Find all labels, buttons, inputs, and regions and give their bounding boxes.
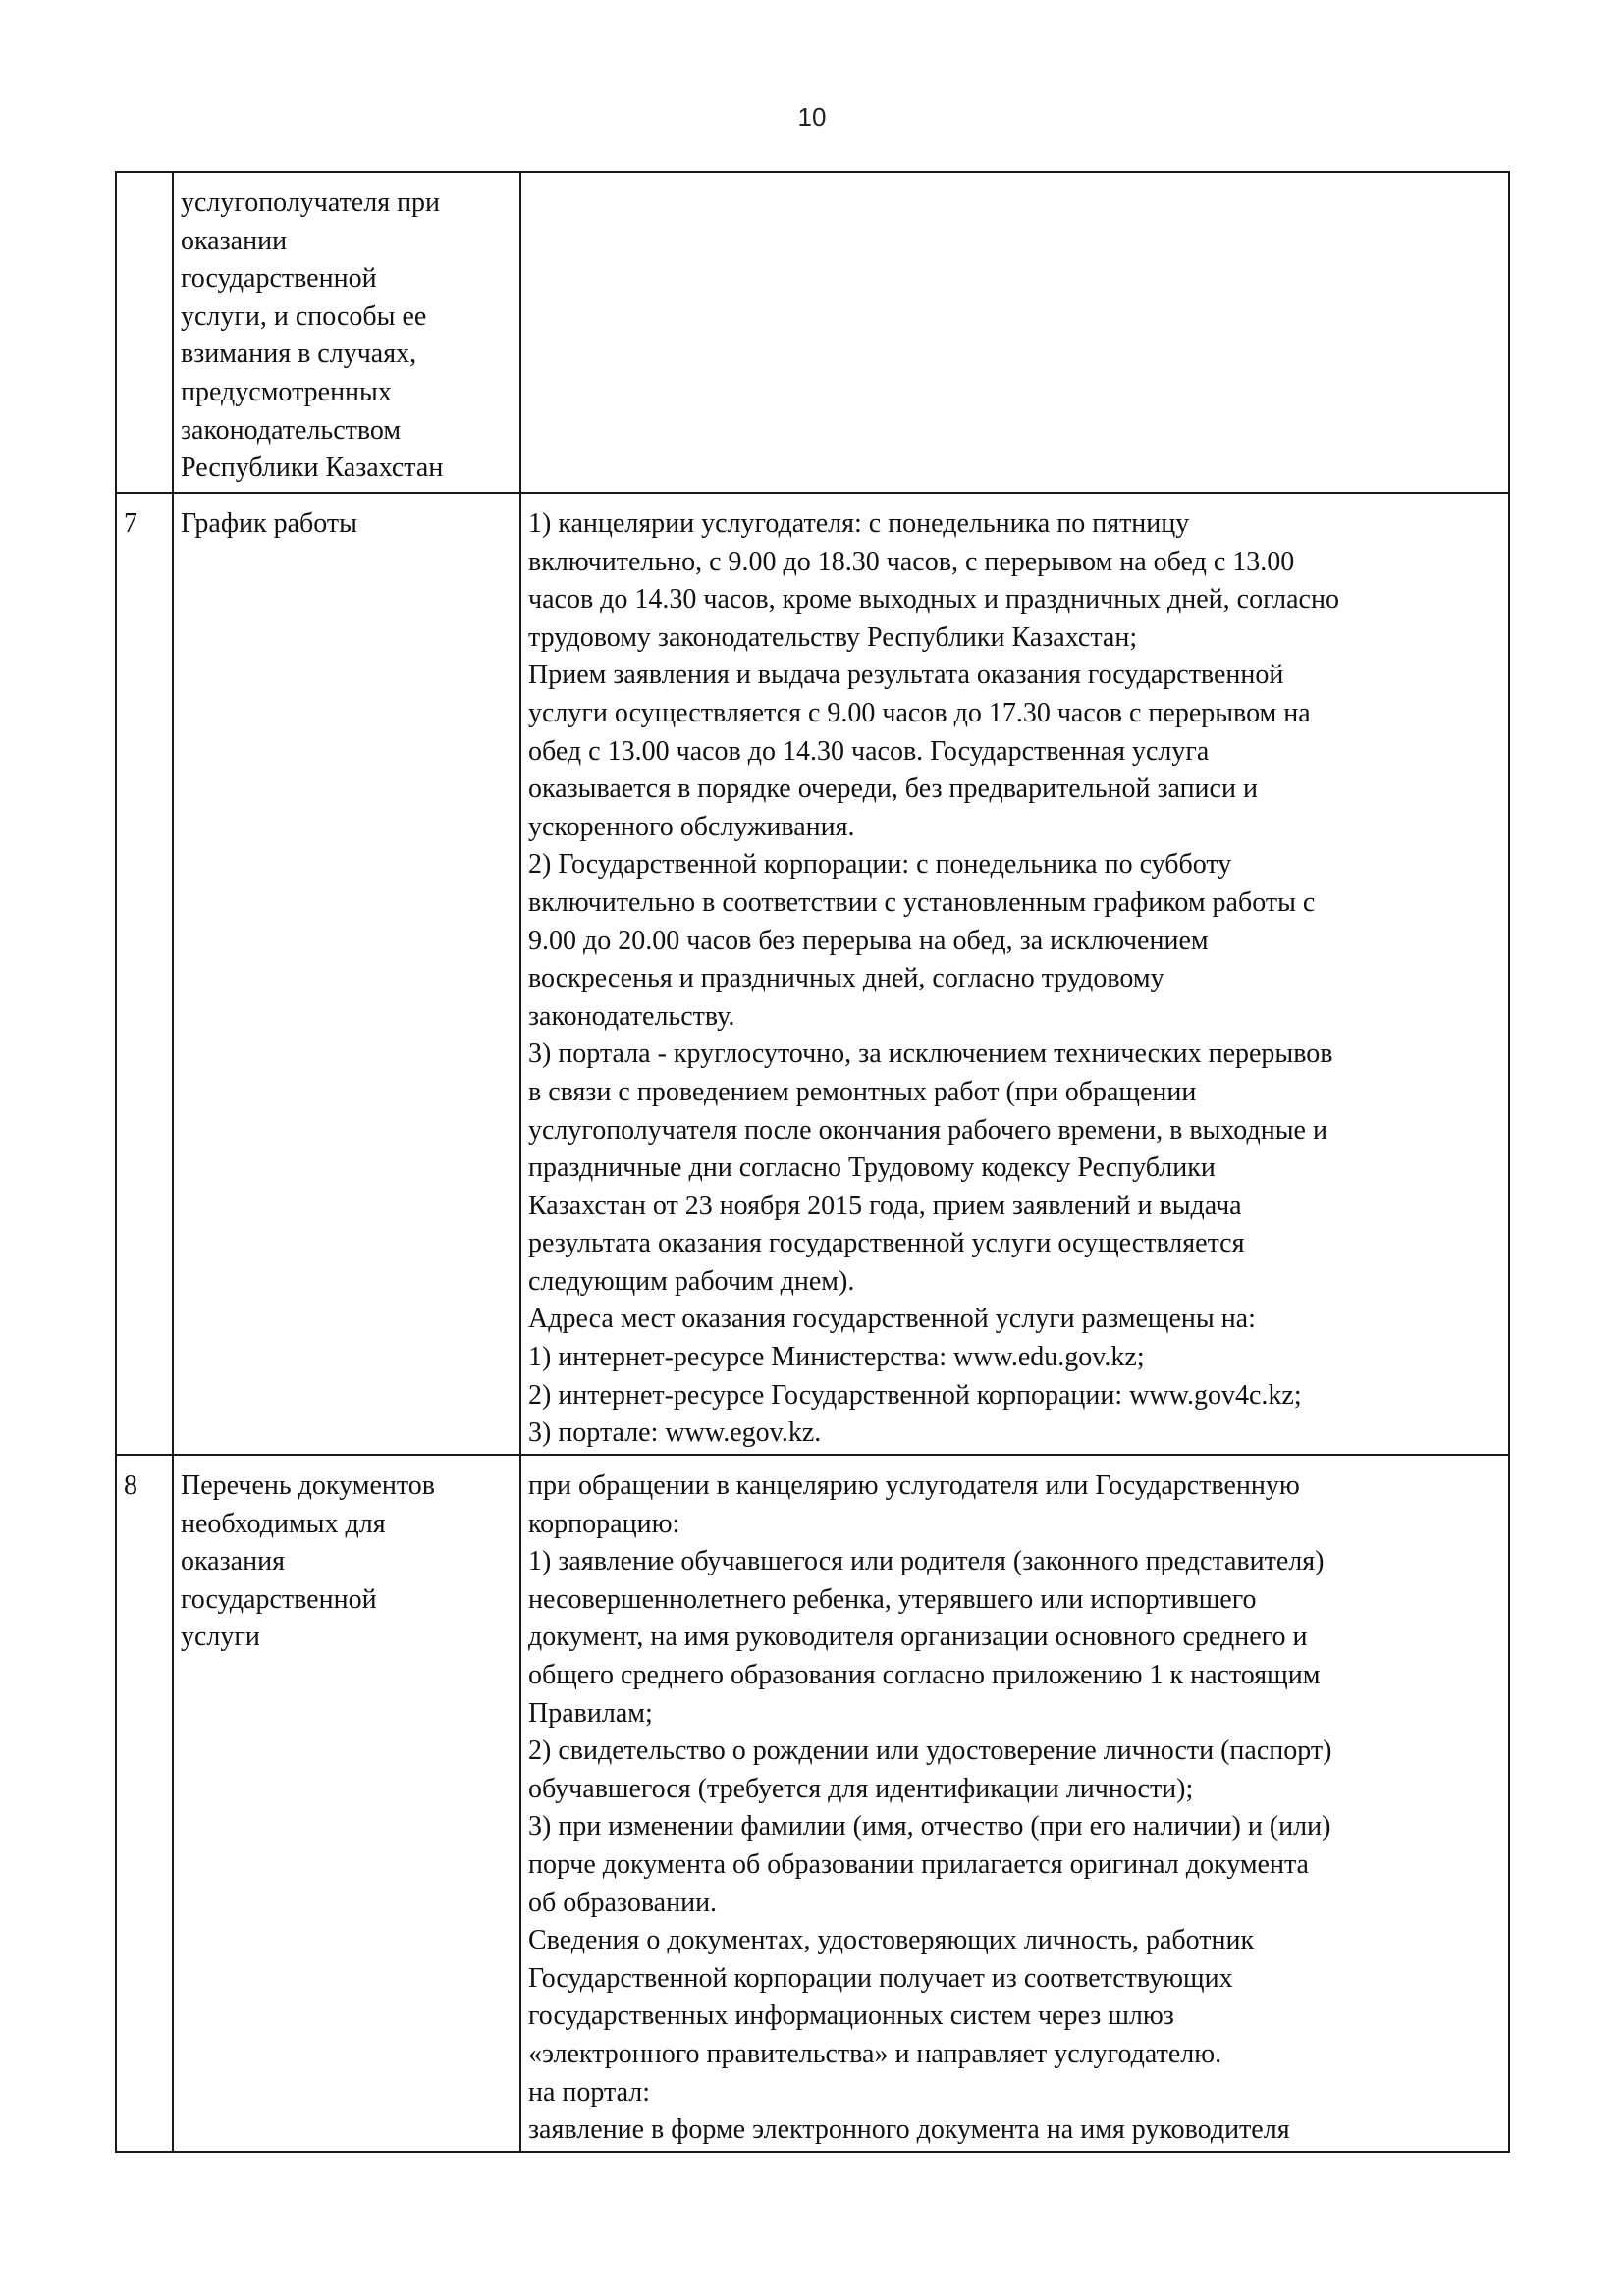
text-line: Государственной корпорации получает из соответствующих — [528, 1962, 1233, 1994]
text-line: услуги осуществляется с 9.00 часов до 17.30 часов с перерывом на — [528, 697, 1311, 728]
row-number: 7 — [116, 493, 173, 1455]
text-line: «электронного правительства» и направляет услугодателю. — [528, 2038, 1222, 2069]
text-line: следующим рабочим днем). — [528, 1265, 855, 1297]
text-line: Прием заявления и выдача результата оказания государственной — [528, 660, 1284, 691]
row-content — [520, 1455, 1509, 2152]
table-row — [116, 1455, 1509, 2152]
text-line: Правилам; — [528, 1697, 653, 1729]
text-line: на портал: — [528, 2076, 651, 2108]
text-line: 1) канцелярии услугодателя: с понедельника по пятницу — [528, 508, 1190, 539]
text-line: 3) портала - круглосуточно, за исключением технических перерывов — [528, 1039, 1333, 1070]
text-line: График работы — [181, 508, 357, 539]
text-line: государственных информационных систем через шлюз — [528, 2001, 1174, 2032]
text-line: включительно в соответствии с установленным графиком работы с — [528, 886, 1316, 918]
row-name — [173, 172, 520, 493]
text-line: несовершеннолетнего ребенка, утерявшего или испортившего — [528, 1583, 1257, 1615]
text-line: общего среднего образования согласно приложению 1 к настоящим — [528, 1659, 1321, 1690]
text-line: об образовании. — [528, 1887, 718, 1918]
row-content — [520, 172, 1509, 493]
text-line: 2) Государственной корпорации: с понедельника по субботу — [528, 849, 1232, 881]
text-line: воскресенья и праздничных дней, согласно трудовому — [528, 963, 1164, 994]
text-line: 2) интернет-ресурсе Государственной корпорации: www.gov4c.kz; — [528, 1379, 1302, 1411]
text-line: законодательству. — [528, 1000, 735, 1032]
text-line: в связи с проведением ремонтных работ (при обращении — [528, 1076, 1197, 1107]
text-line: Казахстан от 23 ноября 2015 года, прием заявлений и выдача — [528, 1190, 1242, 1221]
text-line: праздничные дни согласно Трудовому кодексу Республики — [528, 1152, 1216, 1184]
text-line: при обращении в канцелярию услугодателя или Государственную — [528, 1470, 1300, 1501]
text-line: государственной — [181, 1583, 377, 1615]
text-line: Республики Казахстан — [181, 453, 444, 484]
text-line: законодательством — [181, 414, 402, 446]
text-line: оказании — [181, 225, 288, 256]
row-number: 8 — [116, 1455, 173, 2152]
text-line: предусмотренных — [181, 376, 392, 407]
row-name — [173, 493, 520, 1455]
text-line: 3) при изменении фамилии (имя, отчество (при его наличии) и (или) — [528, 1811, 1331, 1842]
text-line: 2) свидетельство о рождении или удостоверение личности (паспорт) — [528, 1735, 1332, 1767]
text-line: оказывается в порядке очереди, без предварительной записи и — [528, 774, 1258, 805]
text-line: обучавшегося (требуется для идентификации личности); — [528, 1773, 1194, 1804]
table-row — [116, 172, 1509, 493]
row-name — [173, 1455, 520, 2152]
text-line: оказания — [181, 1546, 285, 1577]
text-line: необходимых для — [181, 1508, 386, 1539]
text-line: услугополучателя после окончания рабочего времени, в выходные и — [528, 1114, 1327, 1146]
text-line: 3) портале: www.egov.kz. — [528, 1417, 822, 1449]
services-table — [115, 171, 1510, 2153]
text-line: взимания в случаях, — [181, 339, 417, 370]
text-line: Перечень документов — [181, 1470, 435, 1501]
text-line: корпорацию: — [528, 1508, 680, 1539]
text-line: услуги — [181, 1622, 260, 1653]
text-line: государственной — [181, 263, 377, 294]
text-line: часов до 14.30 часов, кроме выходных и праздничных дней, согласно — [528, 584, 1339, 615]
text-line: трудовому законодательству Республики Казахстан; — [528, 621, 1138, 653]
text-line: 9.00 до 20.00 часов без перерыва на обед, за исключением — [528, 925, 1209, 956]
row-content — [520, 493, 1509, 1455]
text-line: ускоренного обслуживания. — [528, 811, 855, 842]
text-line: результата оказания государственной услуги осуществляется — [528, 1228, 1245, 1259]
text-line: включительно, с 9.00 до 18.30 часов, с перерывом на обед с 13.00 — [528, 546, 1295, 577]
text-line: Сведения о документах, удостоверяющих личность, работник — [528, 1925, 1255, 1956]
text-line: обед с 13.00 часов до 14.30 часов. Государственная услуга — [528, 735, 1210, 767]
text-line: 1) заявление обучавшегося или родителя (законного представителя) — [528, 1546, 1325, 1577]
page-number: 10 — [797, 102, 827, 132]
text-line: Адреса мест оказания государственной услуги размещены на: — [528, 1304, 1256, 1335]
text-line: заявление в форме электронного документа на имя руководителя — [528, 2114, 1290, 2146]
text-line: услуги, и способы ее — [181, 300, 427, 332]
row-number — [116, 172, 173, 493]
text-line: документ, на имя руководителя организации основного среднего и — [528, 1622, 1308, 1653]
text-line: порче документа об образовании прилагается оригинал документа — [528, 1848, 1309, 1880]
table-row — [116, 493, 1509, 1455]
text-line: услугополучателя при — [181, 187, 441, 218]
text-line: 1) интернет-ресурсе Министерства: www.edu.gov.kz; — [528, 1342, 1145, 1373]
